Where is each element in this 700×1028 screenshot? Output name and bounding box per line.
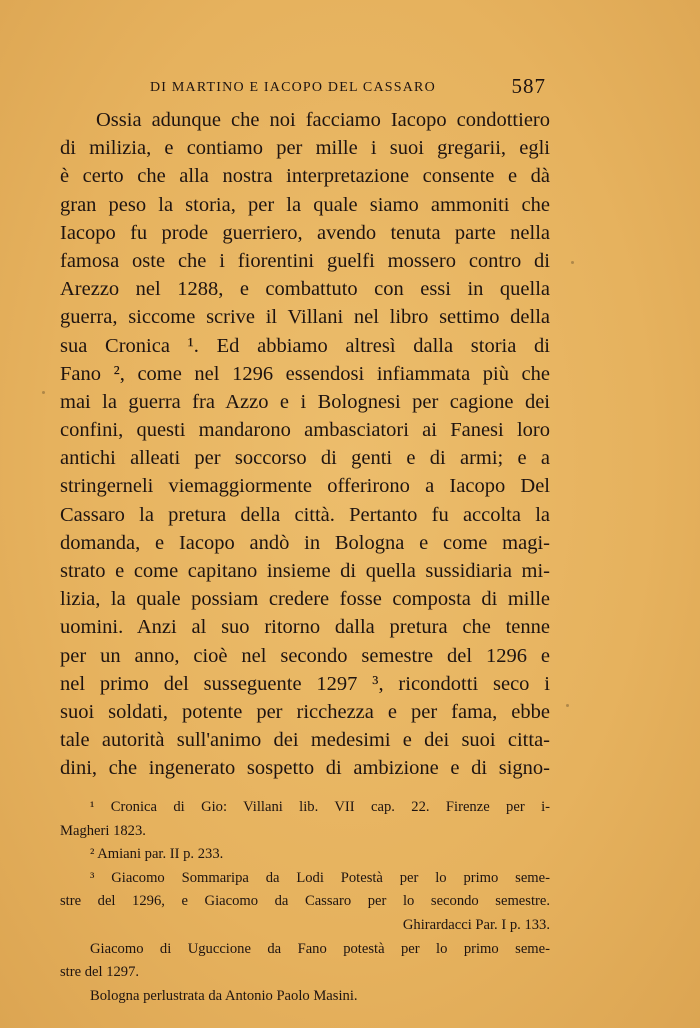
footnotes	[60, 796, 550, 1008]
text-line: Ossia adunque che noi facciamo Iacopo condottiero	[96, 109, 550, 131]
paper-speck	[566, 704, 569, 707]
footnote-line: Giacomo di Uguccione da Fano potestà per lo primo seme-	[90, 940, 550, 957]
footnote-line: ² Amiani par. II p. 233.	[90, 846, 224, 863]
text-line: Iacopo fu prode guerriero, avendo tenuta parte nella	[60, 221, 550, 244]
text-line: Arezzo nel 1288, e combattuto con essi in quella	[60, 278, 550, 301]
text-line: strato e come capitano insieme di quella sussidiaria mi-	[60, 560, 550, 582]
page-number: 587	[511, 74, 546, 98]
main-text	[60, 106, 550, 783]
paper-speck	[42, 391, 45, 394]
footnote-line: ³ Giacomo Sommaripa da Lodi Potestà per lo primo seme-	[90, 869, 550, 886]
footnote-line: Bologna perlustrata da Antonio Paolo Masini.	[90, 987, 358, 1004]
paper-speck	[571, 261, 574, 264]
text-line: uomini. Anzi al suo ritorno dalla pretura che tenne	[60, 616, 550, 639]
footnote-line: Magheri 1823.	[60, 822, 146, 839]
text-line: suoi soldati, potente per ricchezza e per fama, ebbe	[60, 700, 550, 723]
footnote-line: stre del 1297.	[60, 964, 140, 981]
text-line: Cassaro la pretura della città. Pertanto fu accolta la	[60, 503, 550, 526]
text-line: antichi alleati per soccorso di genti e di armi; e a	[60, 447, 550, 470]
text-line: nel primo del susseguente 1297 ³, ricondotti seco i	[60, 672, 550, 695]
text-line: di milizia, e contiamo per mille i suoi gregarii, egli	[60, 137, 550, 160]
text-line: è certo che alla nostra interpretazione consente e dà	[60, 165, 550, 188]
text-line: domanda, e Iacopo andò in Bologna e come magi-	[60, 531, 550, 554]
footnote-line: stre del 1296, e Giacomo da Cassaro per lo secondo semestre.	[60, 893, 550, 910]
text-line: sua Cronica ¹. Ed abbiamo altresì dalla storia di	[60, 334, 550, 357]
text-line: mai la guerra fra Azzo e i Bolognesi per cagione dei	[60, 390, 550, 413]
text-line: lizia, la quale possiam credere fosse composta di mille	[60, 588, 550, 611]
running-header	[150, 74, 546, 100]
text-line: Fano ², come nel 1296 essendosi infiammata più che	[60, 362, 550, 385]
text-line: stringerneli viemaggiormente offerirono a Iacopo Del	[60, 475, 550, 498]
text-line: famosa oste che i fiorentini guelfi mossero contro di	[60, 249, 550, 272]
text-line: gran peso la storia, per la quale siamo ammoniti che	[60, 193, 550, 216]
footnote-line: Ghirardacci Par. I p. 133.	[402, 916, 550, 933]
footnote-line: ¹ Cronica di Gio: Villani lib. VII cap. 22. Firenze per i-	[90, 799, 550, 815]
text-line: confini, questi mandarono ambasciatori ai Fanesi loro	[60, 419, 550, 442]
running-title: DI MARTINO E IACOPO DEL CASSARO	[150, 80, 436, 95]
text-line: tale autorità sull'animo dei medesimi e dei suoi citta-	[60, 729, 550, 752]
text-line: guerra, siccome scrive il Villani nel libro settimo della	[60, 306, 550, 329]
text-line: dini, che ingenerato sospetto di ambizione e di signo-	[60, 757, 550, 780]
text-line: per un anno, cioè nel secondo semestre del 1296 e	[60, 644, 550, 667]
